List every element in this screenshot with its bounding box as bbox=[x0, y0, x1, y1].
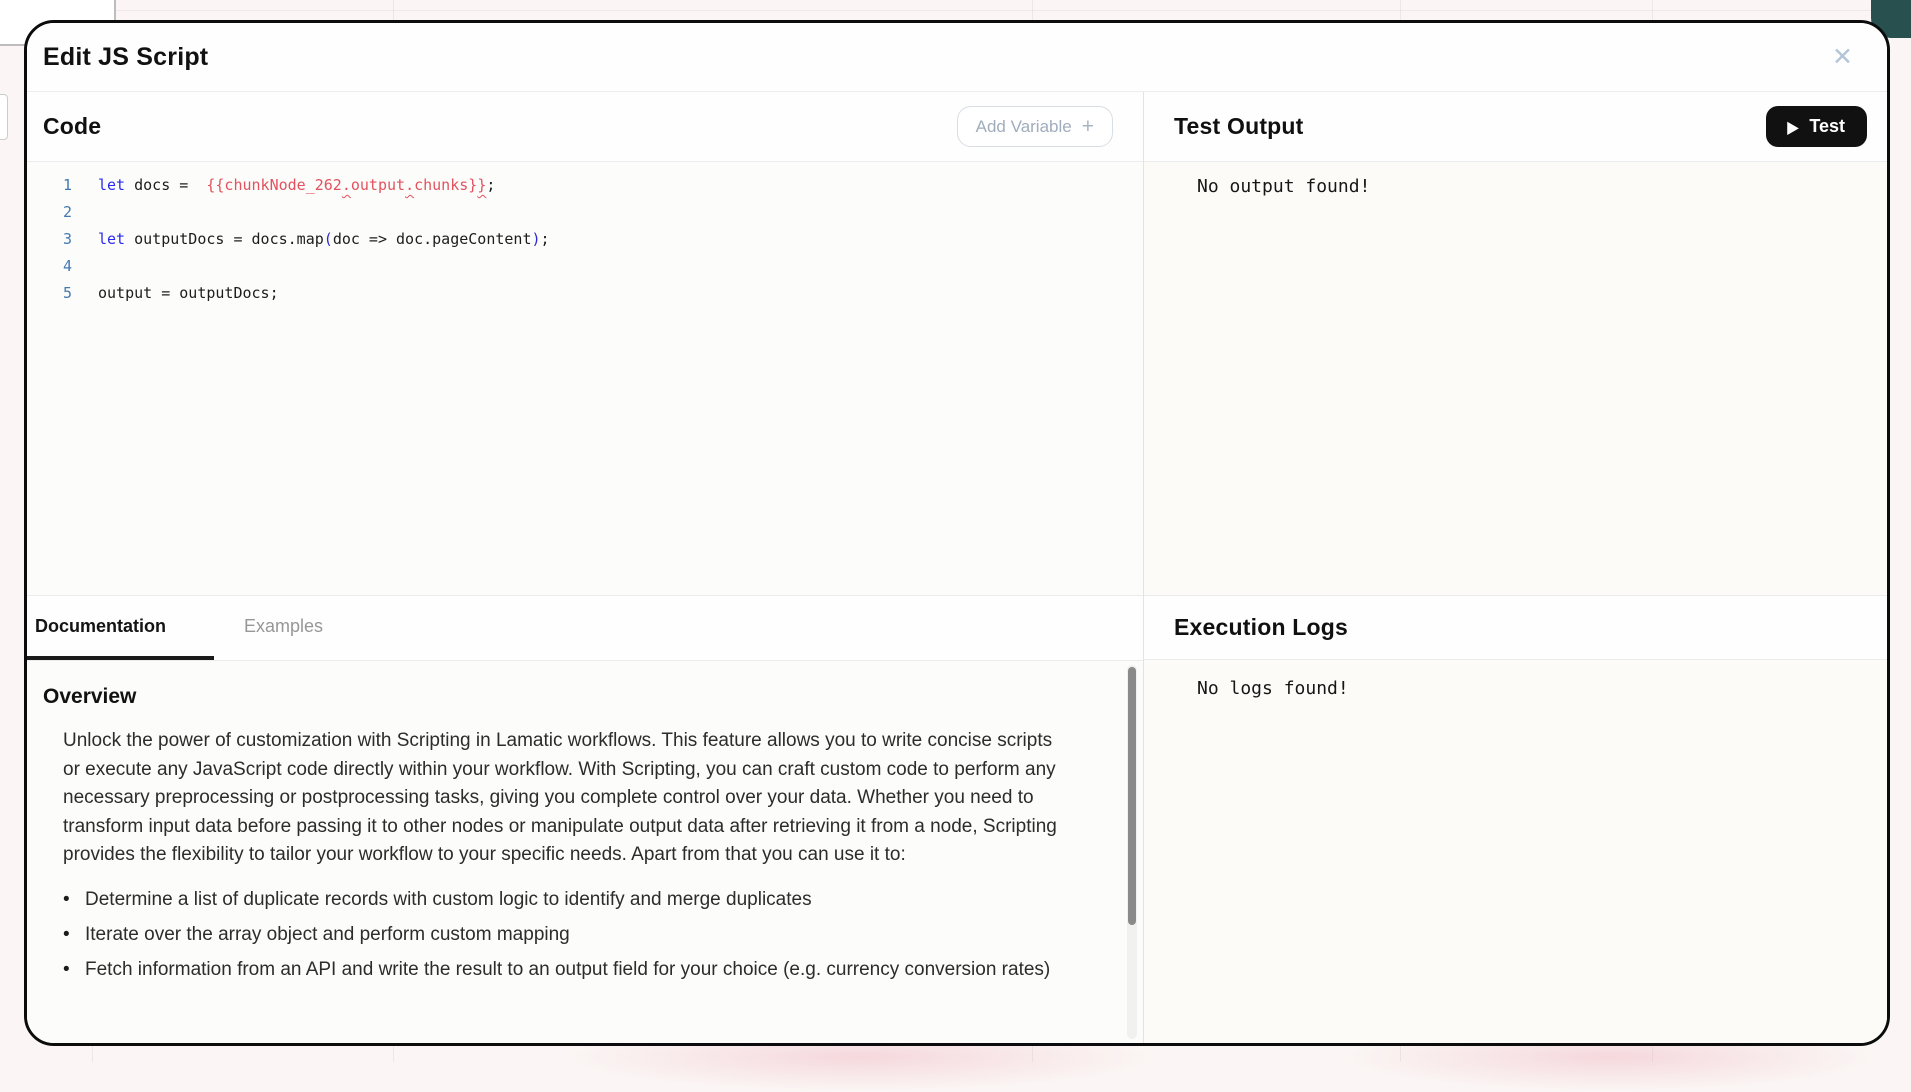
code-section-header bbox=[27, 92, 1143, 162]
overview-bullet-list bbox=[63, 886, 1057, 984]
overview-bullet: • Determine a list of duplicate records with custom logic to identify and merge duplicates bbox=[85, 886, 1057, 914]
docs-tab-bar bbox=[27, 596, 1143, 661]
documentation-content bbox=[27, 661, 1143, 984]
close-icon[interactable]: ✕ bbox=[1832, 42, 1853, 71]
code-line-text: let docs = {{chunkNode_262.output.chunks}}; bbox=[98, 176, 496, 194]
tab-documentation[interactable]: Documentation bbox=[27, 596, 214, 660]
line-number: 5 bbox=[62, 284, 72, 302]
plus-icon: + bbox=[1081, 115, 1094, 138]
test-output-heading: Test Output bbox=[1174, 113, 1304, 139]
code-line[interactable] bbox=[27, 172, 1143, 199]
code-line-text: let outputDocs = docs.map(doc => doc.pageContent); bbox=[98, 230, 550, 248]
add-variable-label: Add Variable bbox=[975, 116, 1072, 136]
overview-bullet: • Fetch information from an API and write the result to an output field for your choice (e.g. currency conversion rates) bbox=[85, 956, 1057, 984]
code-line[interactable] bbox=[27, 199, 1143, 226]
overview-paragraph: Unlock the power of customization with Scripting in Lamatic workflows. This feature allows you to write concise scripts or execute any JavaScript code directly within your workflow. With Scripting, you can craft custom code to perform any necessary preprocessing or postprocessing tasks, giving you complete control over your data. Whether you need to transform input data before passing it to other nodes or manipulate output data after retrieving it from a node, Scripting provides the flexibility to tailor your workflow to your specific needs. Apart from that you can use it to: bbox=[63, 730, 1057, 865]
right-column bbox=[1144, 92, 1887, 1043]
line-number: 4 bbox=[62, 257, 72, 275]
canvas-node-edge bbox=[0, 94, 8, 140]
line-number: 2 bbox=[62, 203, 72, 221]
add-variable-button[interactable] bbox=[957, 106, 1113, 147]
code-line[interactable] bbox=[27, 226, 1143, 253]
line-number: 1 bbox=[62, 176, 72, 194]
canvas-grid-line bbox=[0, 10, 1911, 11]
line-number: 3 bbox=[62, 230, 72, 248]
docs-scrollbar-thumb[interactable] bbox=[1128, 667, 1136, 925]
execution-logs-heading: Execution Logs bbox=[1174, 614, 1349, 640]
execution-logs-panel bbox=[1144, 660, 1887, 1043]
overview-bullet: • Iterate over the array object and perform custom mapping bbox=[85, 921, 1057, 949]
execution-logs-header bbox=[1144, 596, 1887, 660]
docs-scrollbar-track[interactable] bbox=[1127, 665, 1137, 1039]
test-output-header bbox=[1144, 92, 1887, 162]
code-line[interactable] bbox=[27, 253, 1143, 280]
test-button[interactable] bbox=[1766, 106, 1867, 147]
test-button-label: Test bbox=[1809, 116, 1845, 136]
code-line[interactable] bbox=[27, 280, 1143, 307]
documentation-panel bbox=[27, 661, 1143, 1043]
test-output-panel bbox=[1144, 162, 1887, 596]
tab-examples[interactable]: Examples bbox=[244, 615, 324, 636]
modal-header bbox=[27, 23, 1887, 92]
left-column bbox=[27, 92, 1144, 1043]
modal-body bbox=[27, 92, 1887, 1043]
test-output-empty-message: No output found! bbox=[1197, 176, 1371, 197]
play-icon: ▶ bbox=[1787, 117, 1799, 136]
logs-empty-message: No logs found! bbox=[1197, 678, 1349, 699]
code-heading: Code bbox=[43, 113, 102, 139]
code-line-text: output = outputDocs; bbox=[98, 284, 279, 302]
code-editor[interactable] bbox=[27, 162, 1143, 596]
page-title: Edit JS Script bbox=[43, 42, 209, 71]
edit-js-script-modal bbox=[24, 20, 1890, 1046]
overview-heading: Overview bbox=[43, 685, 137, 708]
